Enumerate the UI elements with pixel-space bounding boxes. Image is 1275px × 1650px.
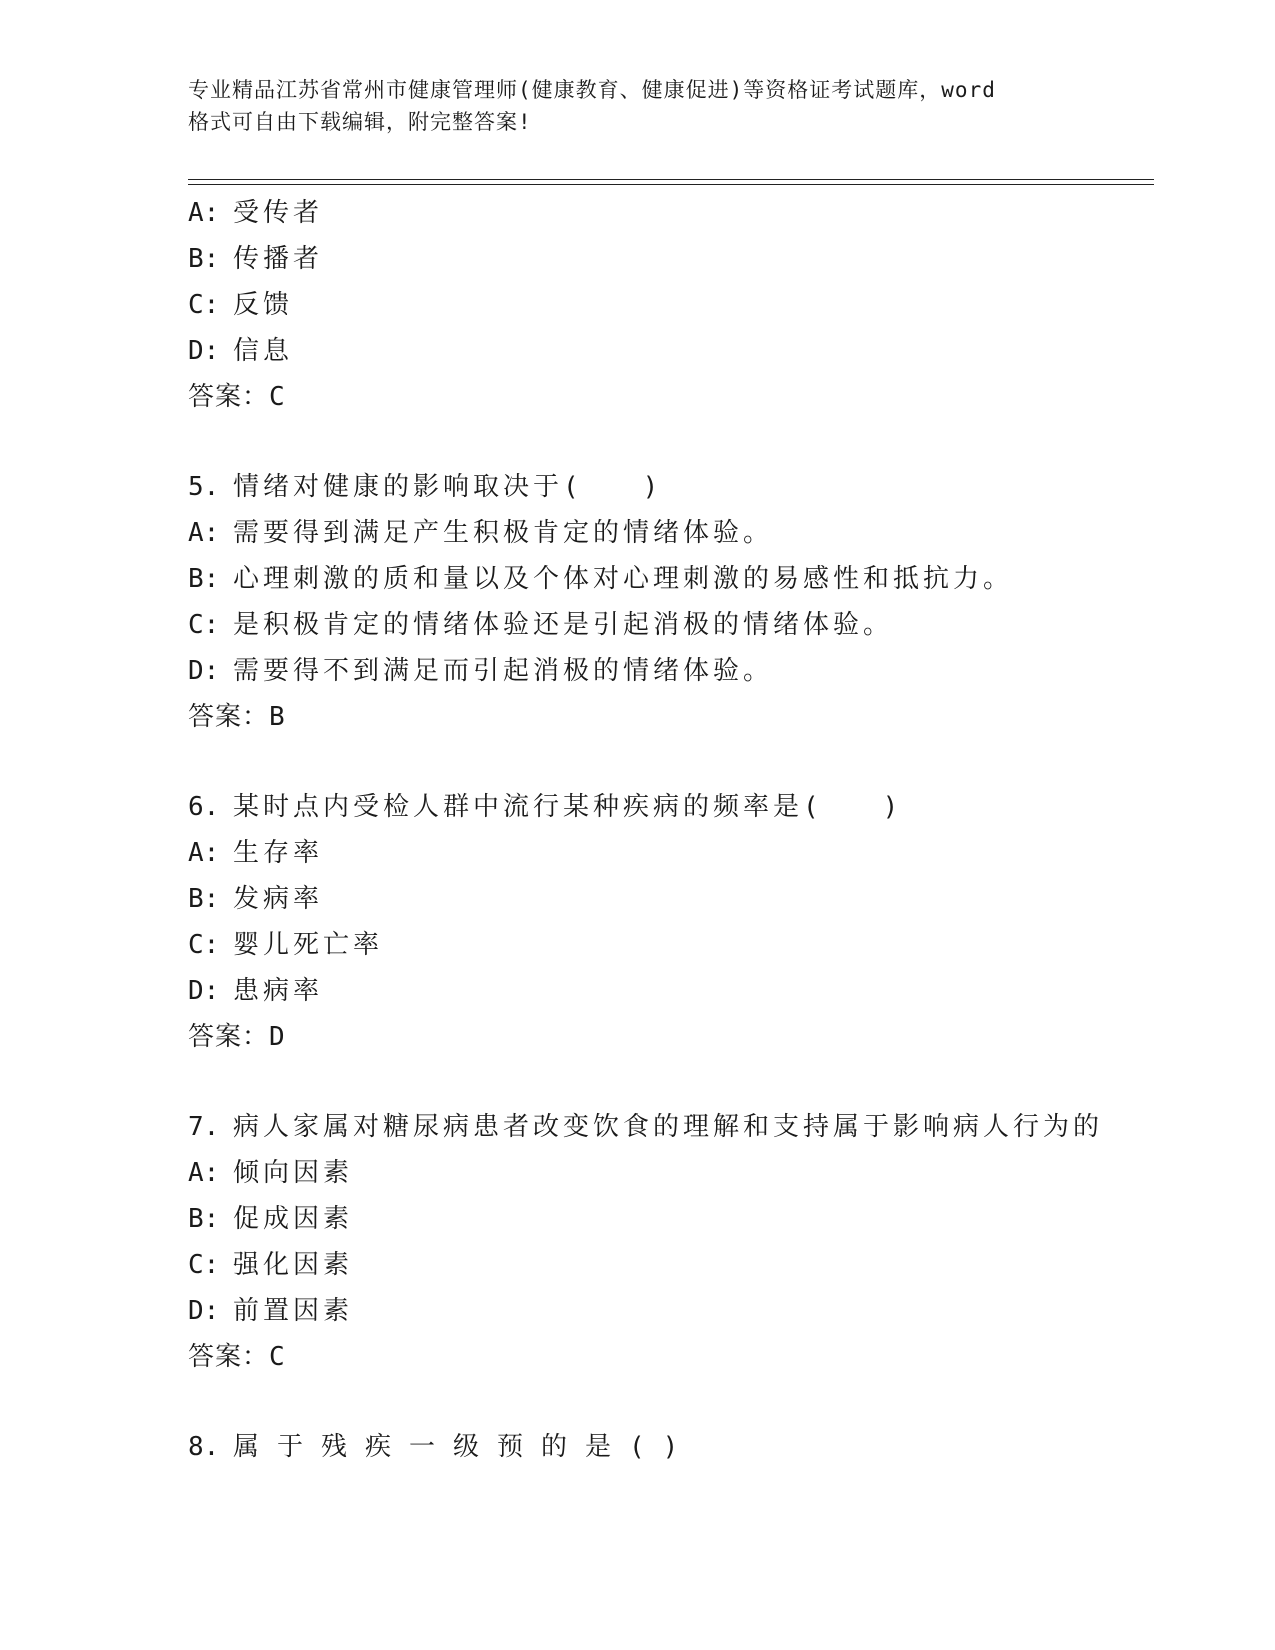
option-c: C: 强化因素 (188, 1250, 354, 1280)
answer-line: 答案：B (188, 702, 286, 732)
option-c: C: 反馈 (188, 290, 294, 320)
answer-line: 答案：D (188, 1022, 286, 1052)
question-stem: 5. 情绪对健康的影响取决于( ) (188, 472, 663, 502)
option-d: D: 患病率 (188, 976, 324, 1006)
answer-line: 答案：C (188, 382, 286, 412)
option-d: D: 信息 (188, 336, 294, 366)
option-b: B: 心理刺激的质和量以及个体对心理刺激的易感性和抵抗力。 (188, 564, 1014, 594)
option-c: C: 婴儿死亡率 (188, 930, 384, 960)
option-d: D: 前置因素 (188, 1296, 354, 1326)
question-7 (188, 1104, 1148, 1380)
question-5 (188, 464, 1148, 740)
question-stem: 6. 某时点内受检人群中流行某种疾病的频率是( ) (188, 792, 903, 822)
option-a: A: 需要得到满足产生积极肯定的情绪体验。 (188, 518, 774, 548)
question-6 (188, 784, 1148, 1060)
option-a: A: 生存率 (188, 838, 324, 868)
header-line-1: 专业精品江苏省常州市健康管理师(健康教育、健康促进)等资格证考试题库，word (188, 78, 996, 102)
answer-line: 答案：C (188, 1342, 286, 1372)
question-8 (188, 1424, 1148, 1470)
question-4-continuation (188, 190, 1148, 420)
option-a: A: 倾向因素 (188, 1158, 354, 1188)
document-header (188, 74, 1088, 138)
option-d: D: 需要得不到满足而引起消极的情绪体验。 (188, 656, 774, 686)
header-line-2: 格式可自由下载编辑，附完整答案! (188, 110, 532, 134)
question-stem: 8. 属于残疾一级预的是() (188, 1432, 697, 1462)
question-list (188, 190, 1148, 1470)
header-divider-top (188, 179, 1154, 180)
question-stem: 7. 病人家属对糖尿病患者改变饮食的理解和支持属于影响病人行为的 (188, 1112, 1104, 1142)
option-b: B: 促成因素 (188, 1204, 354, 1234)
option-a: A: 受传者 (188, 198, 324, 228)
header-divider-bottom (188, 184, 1154, 185)
option-b: B: 传播者 (188, 244, 324, 274)
option-b: B: 发病率 (188, 884, 324, 914)
option-c: C: 是积极肯定的情绪体验还是引起消极的情绪体验。 (188, 610, 894, 640)
